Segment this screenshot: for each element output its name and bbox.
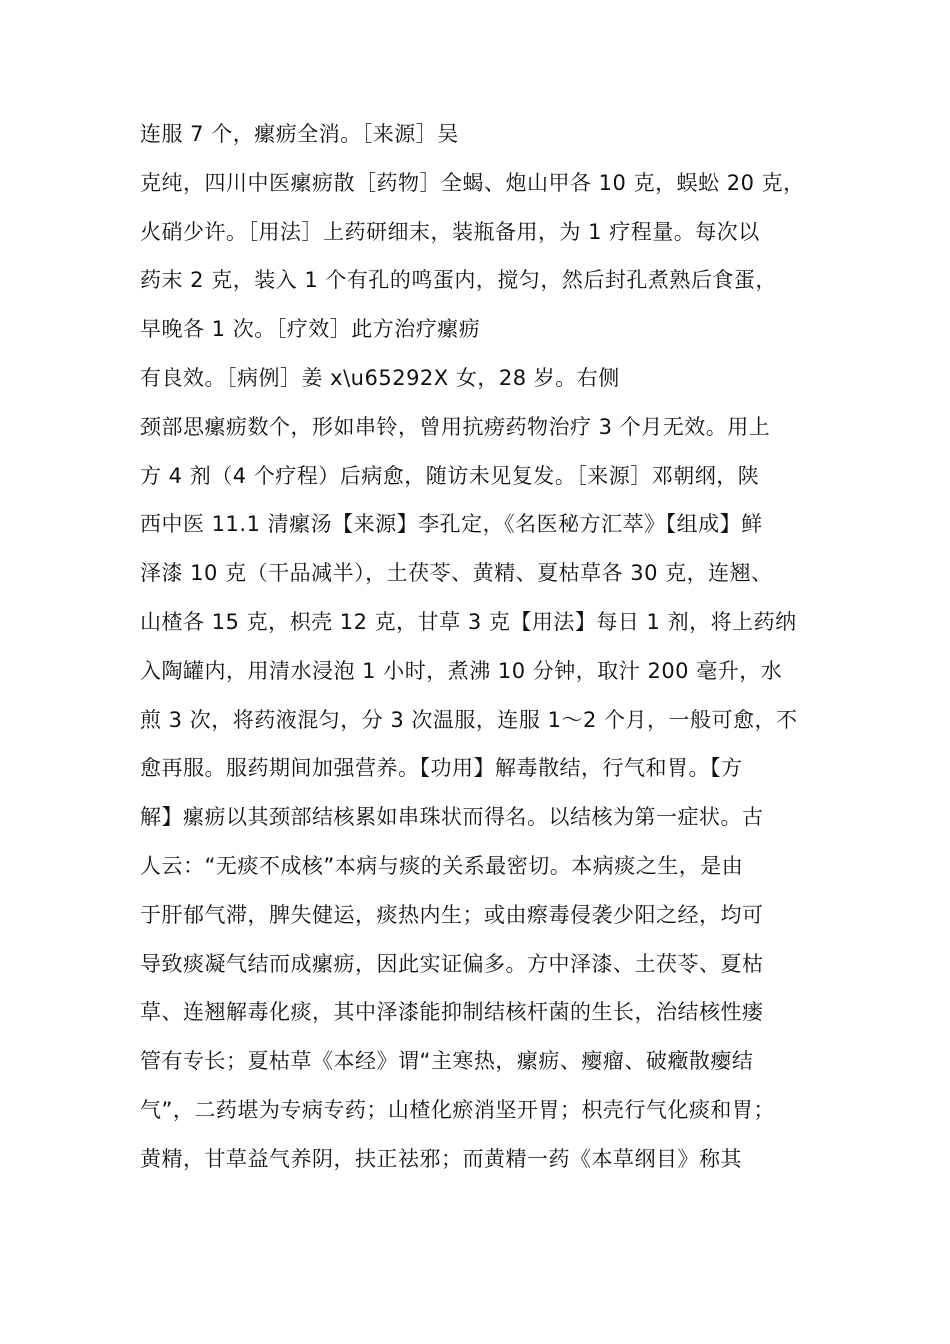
text-line: 草、连翘解毒化痰，其中泽漆能抑制结核杆菌的生长，治结核性瘘 [140,1000,764,1025]
text-line: 愈再服。服药期间加强营养。【功用】解毒散结，行气和胃。【方 [140,756,743,781]
text-line: 黄精，甘草益气养阴，扶正祛邪；而黄精一药《本草纲目》称其 [140,1146,742,1171]
text-line: 山楂各 15 克，枳壳 12 克，甘草 3 克【用法】每日 1 剂，将上药纳 [140,609,797,634]
text-line: 方 4 剂（4 个疗程）后病愈，随访未见复发。［来源］邓朝纲，陕 [140,463,760,488]
body-text [140,110,810,1184]
text-line: 于肝郁气滞，脾失健运，痰热内生；或由瘵毒侵袭少阳之经，均可 [140,902,764,927]
text-line: 煎 3 次，将药液混匀，分 3 次温服，连服 1～2 个月，一般可愈，不 [140,707,798,732]
text-line: 导致痰凝气结而成瘰疬，因此实证偏多。方中泽漆、土茯苓、夏枯 [140,951,764,976]
text-line: 西中医 11.1 清瘰汤【来源】李孔定，《名医秘方汇萃》【组成】鲜 [140,512,763,537]
text-line: 颈部思瘰疬数个，形如串铃，曾用抗痨药物治疗 3 个月无效。用上 [140,414,771,439]
text-line: 有良效。［病例］姜 x\u65292X 女，28 岁。右侧 [140,365,620,390]
text-line: 早晚各 1 次。［疗效］此方治疗瘰疬 [140,317,481,342]
text-line: 人云：“无痰不成核”本病与痰的关系最密切。本病痰之生，是由 [140,853,744,878]
text-line: 管有专长；夏枯草《本经》谓“主寒热，瘰疬、瘿瘤、破癥散瘿结 [140,1049,754,1074]
text-line: 连服 7 个，瘰疬全消。［来源］吴 [140,122,459,146]
text-line: 泽漆 10 克（干品减半），土茯苓、黄精、夏枯草各 30 克，连翘、 [140,561,773,586]
text-line: 克纯，四川中医瘰疬散［药物］全蝎、炮山甲各 10 克，蜈蚣 20 克， [140,170,805,195]
text-line: 解】瘰疬以其颈部结核累如串珠状而得名。以结核为第一症状。古 [140,805,764,830]
text-line: 药末 2 克，装入 1 个有孔的鸣蛋内，搅匀，然后封孔煮熟后食蛋， [140,268,777,293]
text-line: 火硝少许。［用法］上药研细末，装瓶备用，为 1 疗程量。每次以 [140,219,760,244]
text-line: 气”，二药堪为专病专药；山楂化瘀消坚开胃；枳壳行气化痰和胃； [140,1097,775,1122]
text-line: 入陶罐内，用清水浸泡 1 小时，煮沸 10 分钟，取汁 200 毫升，水 [140,658,783,683]
